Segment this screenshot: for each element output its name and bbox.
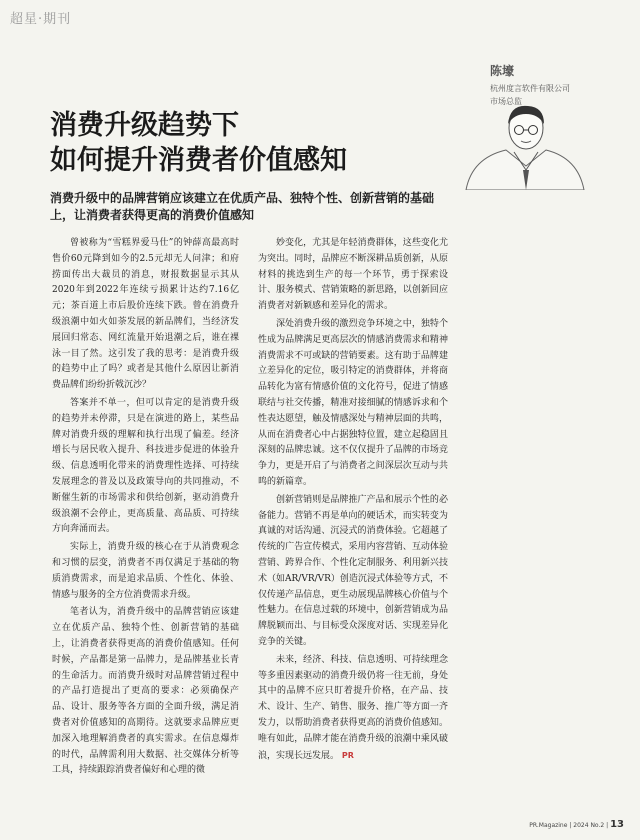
- end-mark: PR: [341, 750, 354, 760]
- paragraph: 创新营销则是品牌推广产品和展示个性的必备能力。营销不再是单向的硬话术，而实转变为真诚的对话沟通、沉浸式的消费体验。它超越了传统的广告宣传模式，采用内容营销、互动体验营销、跨界合作、个性化定制服务、利用新兴技术（如AR/VR/VR）创造沉浸式体验等方式，不仅传递产品信息，更生动展现品牌核心价值与个性魅力。在信息过载的环境中，创新营销成为品牌脱颖而出、与目标受众深度对话、实现差异化竞争的关键。: [258, 494, 448, 647]
- final-paragraph-text: 未来，经济、科技、信息透明、可持续理念等多重因素驱动的消费升级仍将一往无前，身处其中的品牌不应只盯着提升价格，在产品、技术、设计、生产、销售、服务、推广等方面一齐发力，以帮助消费者获得更高的消费价值感知。唯有如此，品牌才能在消费升级的浪潮中乘风破浪，实现长远发展。: [258, 654, 448, 761]
- title-line-1: 消费升级趋势下: [50, 110, 239, 141]
- article-subtitle: 消费升级中的品牌营销应该建立在优质产品、独特个性、创新营销的基础上，让消费者获得更高的消费价值感知: [50, 191, 435, 222]
- paragraph: 曾被称为“雪糕界爱马仕”的钟薛高最高时售价60元降到如今的2.5元却无人问津；和府捞面传出大裁员的消息，财报数据显示其从2020年到2022年连续亏损累计达约7.16亿元；茶百道上市后股价连续下跌。曾在消费升级浪潮中如火如荼发展的新品牌们，当经济发展回归常态、网红流量开始退潮之后，谁在裸泳一目了然。这引发了我的思考：是消费升级的趋势中止了吗？或者是其他什么原因让新消费品牌们纷纷折戟沉沙？: [52, 238, 239, 391]
- paragraph: 妙变化，尤其是年轻消费群体，这些变化尤为突出。同时，品牌应不断深耕品质创新，从原材料的挑选到生产的每一个环节，勇于探索设计、服务模式、营销策略的新思路，以创新回应消费者对新颖感和差异化的需求。: [258, 238, 448, 312]
- magazine-issue: PR.Magazine | 2024 No.2 |: [529, 822, 609, 829]
- paragraph-final: [258, 653, 448, 765]
- paragraph: 笔者认为，消费升级中的品牌营销应该建立在优质产品、独特个性、创新营销的基础上，让消费者获得更高的消费价值感知。任何时候，产品都是第一品牌力，是品牌基业长青的生命活力。而消费升级时对品牌营销过程中的产品打造提出了更高的要求：必须确保产品、设计、服务等各方面的全面升级，满足消费者对价值感知的高期待。这就要求品牌应更加深入地理解消费者的真实需求。在信息爆炸的时代，品牌需利用大数据、社交媒体分析等工具，持续跟踪消费者偏好和心理的微: [52, 607, 239, 776]
- author-role: 市场总监: [490, 97, 522, 106]
- author-company: 杭州度言软件有限公司: [490, 84, 570, 93]
- title-line-2: 如何提升消费者价值感知: [50, 145, 347, 176]
- page-number: 13: [610, 819, 624, 830]
- page-footer: [529, 819, 624, 830]
- left-column: [52, 236, 239, 781]
- paragraph: 实际上，消费升级的核心在于从消费观念和习惯的层变，消费者不再仅满足于基础的物质消费需求，而是追求品质、个性化、体验、情感与服务的全方位消费需求升级。: [52, 542, 239, 600]
- right-column: [258, 236, 448, 766]
- paragraph: 深处消费升级的激烈竞争环境之中，独特个性成为品牌满足更高层次的情感消费需求和精神消费需求不可或缺的营销要素。这有助于品牌建立差异化的定位，吸引特定的消费群体，并将商品转化为富有情感价值的文化符号，促进了情感联结与社交传播，精准对接细腻的情感诉求和个性表达愿望，触及情感深处与精神层面的共鸣，从而在消费者心中占据独特位置，建立起稳固且深刻的品牌忠诚。这不仅仅提升了品牌的市场竞争力，更是开启了与消费者之间深层次互动与共鸣的新篇章。: [258, 318, 448, 487]
- paragraph: 答案并不单一，但可以肯定的是消费升级的趋势并未停滞，只是在演进的路上，某些品牌对消费升级的理解和执行出现了偏差。经济增长与居民收入提升、科技进步促进的体验升级、信息透明化带来的消费理性选择、可持续发展理念的普及以及政策导向的共同推动，不断催生新的市场需求和供给创新，驱动消费升级浪潮不会停止，更高质量、高品质、可持续方向奔涌而去。: [52, 397, 239, 535]
- section-header: 超星·期刊: [10, 12, 72, 27]
- author-portrait: [462, 100, 587, 190]
- author-name: 陈壕: [490, 64, 515, 78]
- article-title: [50, 108, 347, 178]
